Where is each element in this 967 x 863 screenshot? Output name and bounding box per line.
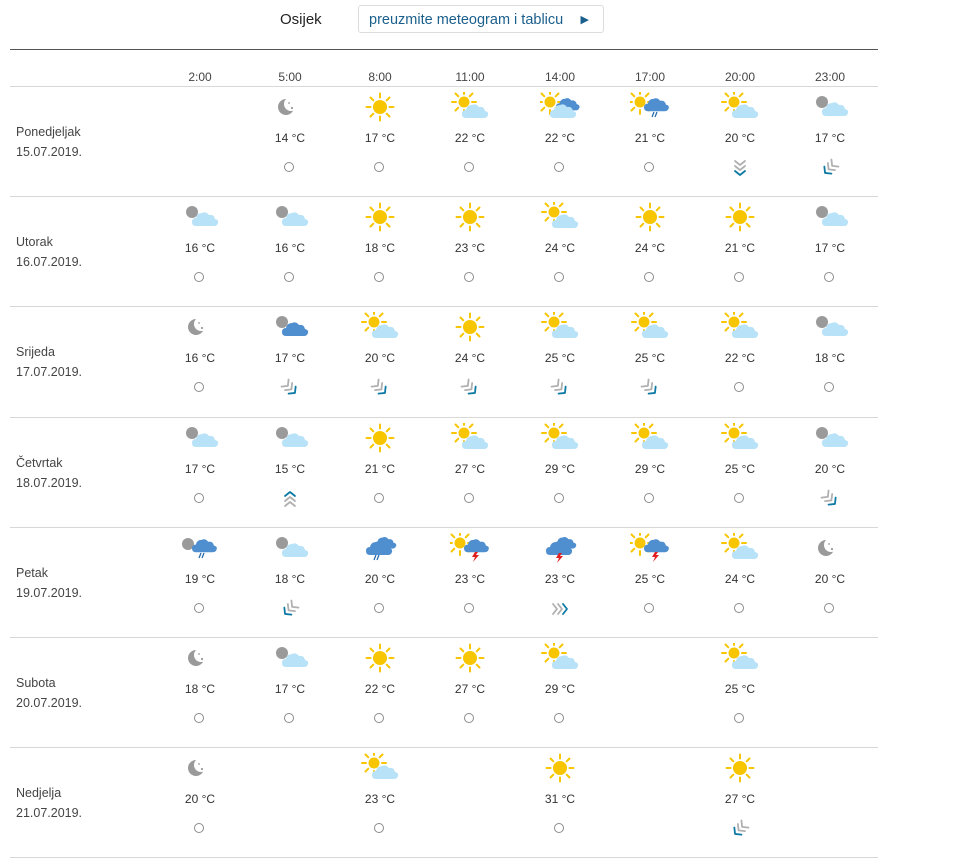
day-name: Utorak <box>16 235 53 250</box>
wind-direction-icon <box>550 378 570 398</box>
sun-icon <box>720 202 760 234</box>
sun-cloud-heavy-icon <box>540 92 580 124</box>
hour-header: 11:00 <box>455 70 485 84</box>
temperature: 24 °C <box>544 241 576 256</box>
forecast-slot <box>695 418 785 523</box>
wind-calm-icon <box>190 378 210 398</box>
temperature: 27 °C <box>454 461 486 476</box>
wind-calm-icon <box>730 268 750 288</box>
day-name: Srijeda <box>16 345 55 360</box>
sun-cloud-storm-icon <box>450 533 490 565</box>
wind-calm-icon <box>640 599 660 619</box>
hour-header: 5:00 <box>278 70 302 84</box>
forecast-slot <box>335 418 425 523</box>
temperature: 16 °C <box>274 241 306 256</box>
wind-calm-icon <box>370 599 390 619</box>
forecast-slot <box>785 197 875 302</box>
forecast-slot <box>425 197 515 302</box>
wind-calm-icon <box>820 599 840 619</box>
temperature: 23 °C <box>364 792 396 807</box>
day-row <box>0 87 967 197</box>
wind-direction-icon <box>550 599 570 619</box>
forecast-slot <box>515 87 605 192</box>
wind-calm-icon <box>460 489 480 509</box>
wind-direction-icon <box>280 489 300 509</box>
temperature: 17 °C <box>184 461 216 476</box>
wind-calm-icon <box>820 268 840 288</box>
temperature: 17 °C <box>814 241 846 256</box>
moon-clear-icon <box>270 92 310 124</box>
temperature: 22 °C <box>364 682 396 696</box>
sun-cloud-icon <box>360 312 400 344</box>
wind-calm-icon <box>550 709 570 729</box>
moon-clear-icon <box>180 312 220 344</box>
temperature: 18 °C <box>814 351 846 366</box>
wind-calm-icon <box>280 158 300 178</box>
sun-cloud-icon <box>720 643 760 675</box>
forecast-slot <box>245 197 335 302</box>
temperature: 22 °C <box>544 131 576 145</box>
sun-cloud-icon <box>540 202 580 234</box>
day-label <box>16 342 82 382</box>
temperature: 18 °C <box>364 241 396 256</box>
hour-header: 8:00 <box>368 70 392 84</box>
wind-calm-icon <box>460 268 480 288</box>
header-bar <box>0 0 967 50</box>
temperature: 15 °C <box>274 461 306 476</box>
day-row <box>0 197 967 307</box>
temperature: 24 °C <box>454 351 486 366</box>
temperature: 22 °C <box>454 131 486 145</box>
moon-clear-icon <box>180 643 220 675</box>
sun-cloud-icon <box>720 92 760 124</box>
wind-calm-icon <box>730 599 750 619</box>
temperature: 29 °C <box>544 461 576 476</box>
sun-icon <box>450 202 490 234</box>
forecast-slot <box>425 528 515 633</box>
wind-calm-icon <box>190 268 210 288</box>
temperature: 18 °C <box>274 571 306 586</box>
forecast-slot <box>515 197 605 302</box>
hour-header: 23:00 <box>814 70 846 84</box>
day-row <box>0 748 967 858</box>
moon-cloud-icon <box>180 423 220 455</box>
wind-calm-icon <box>820 378 840 398</box>
temperature: 17 °C <box>814 131 846 145</box>
day-date: 21.07.2019. <box>16 806 83 821</box>
wind-calm-icon <box>640 268 660 288</box>
day-date: 17.07.2019. <box>16 365 83 380</box>
day-date: 19.07.2019. <box>16 585 83 600</box>
sun-icon <box>360 202 400 234</box>
sun-cloud-icon <box>720 312 760 344</box>
sun-cloud-icon <box>450 92 490 124</box>
forecast-slot <box>515 307 605 412</box>
wind-direction-icon <box>820 158 840 178</box>
day-label <box>16 122 82 162</box>
temperature: 20 °C <box>364 351 396 366</box>
forecast-slot <box>695 87 785 192</box>
forecast-slot <box>155 638 245 743</box>
day-row <box>0 307 967 417</box>
moon-clear-icon <box>180 753 220 785</box>
wind-calm-icon <box>280 268 300 288</box>
temperature: 25 °C <box>634 351 666 366</box>
temperature: 29 °C <box>544 682 576 696</box>
temperature: 17 °C <box>364 131 396 145</box>
moon-cloud-icon <box>270 202 310 234</box>
wind-direction-icon <box>370 378 390 398</box>
temperature: 20 °C <box>814 461 846 476</box>
sun-cloud-icon <box>540 312 580 344</box>
wind-calm-icon <box>280 709 300 729</box>
wind-calm-icon <box>370 709 390 729</box>
forecast-slot <box>605 418 695 523</box>
forecast-slot <box>695 528 785 633</box>
day-date: 20.07.2019. <box>16 696 83 710</box>
download-meteogram-button[interactable] <box>358 5 604 33</box>
temperature: 16 °C <box>184 351 216 366</box>
forecast-slot <box>515 418 605 523</box>
wind-direction-icon <box>730 158 750 178</box>
sun-cloud-icon <box>630 423 670 455</box>
forecast-slot <box>155 748 245 853</box>
forecast-slot <box>515 528 605 633</box>
city-name: Osijek <box>280 11 322 28</box>
caret-right-icon: ▶ <box>580 14 589 26</box>
sun-icon <box>720 753 760 785</box>
moon-cloud-icon <box>180 202 220 234</box>
sun-cloud-icon <box>540 423 580 455</box>
temperature: 25 °C <box>544 351 576 366</box>
temperature: 27 °C <box>454 682 486 696</box>
temperature: 17 °C <box>274 682 306 696</box>
forecast-slot <box>155 197 245 302</box>
forecast-slot <box>335 528 425 633</box>
day-label <box>16 673 82 713</box>
sun-cloud-rain-icon <box>630 92 670 124</box>
sun-cloud-icon <box>450 423 490 455</box>
forecast-slot <box>515 748 605 853</box>
temperature: 20 °C <box>724 131 756 145</box>
temperature: 21 °C <box>724 241 756 256</box>
forecast-slot <box>245 638 335 743</box>
moon-cloud-icon <box>810 312 850 344</box>
wind-calm-icon <box>640 489 660 509</box>
forecast-slot <box>695 307 785 412</box>
forecast-slot <box>785 307 875 412</box>
day-row <box>0 528 967 638</box>
wind-calm-icon <box>460 709 480 729</box>
sun-icon <box>360 643 400 675</box>
day-date: 18.07.2019. <box>16 475 83 490</box>
wind-calm-icon <box>730 378 750 398</box>
wind-calm-icon <box>370 489 390 509</box>
temperature: 23 °C <box>454 241 486 256</box>
temperature: 29 °C <box>634 461 666 476</box>
forecast-slot <box>605 197 695 302</box>
wind-calm-icon <box>190 489 210 509</box>
sun-cloud-icon <box>360 753 400 785</box>
wind-direction-icon <box>280 599 300 619</box>
moon-cloud-icon <box>270 423 310 455</box>
sun-cloud-icon <box>720 533 760 565</box>
wind-calm-icon <box>550 489 570 509</box>
temperature: 25 °C <box>724 461 756 476</box>
forecast-slot <box>155 528 245 633</box>
day-label <box>16 783 82 823</box>
day-name: Nedjelja <box>16 786 62 801</box>
forecast-slot <box>335 748 425 853</box>
sun-cloud-icon <box>720 423 760 455</box>
temperature: 18 °C <box>184 682 216 696</box>
forecast-slot <box>425 638 515 743</box>
moon-cloud-icon <box>810 92 850 124</box>
wind-calm-icon <box>460 599 480 619</box>
forecast-slot <box>695 197 785 302</box>
sun-icon <box>450 643 490 675</box>
temperature: 21 °C <box>364 461 396 476</box>
sun-icon <box>540 753 580 785</box>
forecast-slot <box>245 87 335 192</box>
hour-header: 17:00 <box>634 70 666 84</box>
temperature: 25 °C <box>634 571 666 586</box>
day-name: Petak <box>16 565 48 580</box>
row-divider <box>10 857 878 858</box>
temperature: 16 °C <box>184 241 216 256</box>
temperature: 17 °C <box>274 351 306 366</box>
forecast-slot <box>335 87 425 192</box>
forecast-slot <box>425 87 515 192</box>
temperature: 19 °C <box>184 571 216 586</box>
wind-calm-icon <box>370 268 390 288</box>
day-label <box>16 232 82 272</box>
wind-calm-icon <box>370 819 390 839</box>
forecast-slot <box>155 307 245 412</box>
hour-header: 14:00 <box>544 70 576 84</box>
sun-cloud-icon <box>630 312 670 344</box>
day-name: Subota <box>16 676 56 690</box>
download-meteogram-label: preuzmite meteogram i tablicu <box>369 12 564 28</box>
temperature: 27 °C <box>724 792 756 807</box>
wind-calm-icon <box>550 268 570 288</box>
forecast-slot <box>335 638 425 743</box>
wind-direction-icon <box>460 378 480 398</box>
day-date: 15.07.2019. <box>16 145 83 159</box>
forecast-slot <box>605 87 695 192</box>
day-row <box>0 638 967 748</box>
day-label <box>16 563 82 603</box>
day-name: Ponedjeljak <box>16 125 81 139</box>
hour-header: 20:00 <box>724 70 756 84</box>
temperature: 20 °C <box>814 571 846 586</box>
wind-calm-icon <box>190 819 210 839</box>
moon-clear-icon <box>810 533 850 565</box>
wind-direction-icon <box>820 489 840 509</box>
wind-direction-icon <box>640 378 660 398</box>
forecast-slot <box>605 528 695 633</box>
wind-calm-icon <box>730 489 750 509</box>
cloud-storm-icon <box>540 533 580 565</box>
temperature: 25 °C <box>724 682 756 696</box>
day-label <box>16 453 82 493</box>
wind-calm-icon <box>730 709 750 729</box>
sun-icon <box>360 92 400 124</box>
cloud-rain-icon <box>360 533 400 565</box>
temperature: 23 °C <box>454 571 486 586</box>
temperature: 24 °C <box>724 571 756 586</box>
sun-icon <box>360 423 400 455</box>
day-name: Četvrtak <box>16 455 63 470</box>
temperature: 24 °C <box>634 241 666 256</box>
forecast-slot <box>785 418 875 523</box>
moon-cloud-icon <box>270 643 310 675</box>
hours-row <box>0 50 967 87</box>
forecast-slot <box>695 638 785 743</box>
wind-calm-icon <box>190 709 210 729</box>
temperature: 22 °C <box>724 351 756 366</box>
wind-calm-icon <box>370 158 390 178</box>
forecast-slot <box>425 307 515 412</box>
sun-cloud-storm-icon <box>630 533 670 565</box>
forecast-slot <box>515 638 605 743</box>
sun-cloud-icon <box>540 643 580 675</box>
temperature: 31 °C <box>544 792 576 807</box>
forecast-slot <box>605 307 695 412</box>
moon-cloud-icon <box>810 423 850 455</box>
sun-icon <box>630 202 670 234</box>
day-date: 16.07.2019. <box>16 255 83 270</box>
wind-calm-icon <box>550 819 570 839</box>
temperature: 20 °C <box>364 571 396 586</box>
hour-header: 2:00 <box>188 70 212 84</box>
forecast-slot <box>155 418 245 523</box>
forecast-slot <box>245 418 335 523</box>
moon-cloud-rain-icon <box>180 533 220 565</box>
forecast-slot <box>425 418 515 523</box>
forecast-slot <box>785 528 875 633</box>
temperature: 23 °C <box>544 571 576 586</box>
forecast-slot <box>335 197 425 302</box>
moon-cloud-dark-icon <box>270 312 310 344</box>
wind-calm-icon <box>550 158 570 178</box>
moon-cloud-icon <box>270 533 310 565</box>
forecast-slot <box>785 87 875 192</box>
sun-icon <box>450 312 490 344</box>
temperature: 21 °C <box>634 131 666 145</box>
wind-calm-icon <box>640 158 660 178</box>
wind-direction-icon <box>280 378 300 398</box>
wind-calm-icon <box>190 599 210 619</box>
forecast-slot <box>695 748 785 853</box>
wind-direction-icon <box>730 819 750 839</box>
moon-cloud-icon <box>810 202 850 234</box>
forecast-slot <box>245 307 335 412</box>
forecast-slot <box>335 307 425 412</box>
day-row <box>0 418 967 528</box>
temperature: 20 °C <box>184 792 216 807</box>
wind-calm-icon <box>460 158 480 178</box>
temperature: 14 °C <box>274 131 306 145</box>
forecast-slot <box>245 528 335 633</box>
